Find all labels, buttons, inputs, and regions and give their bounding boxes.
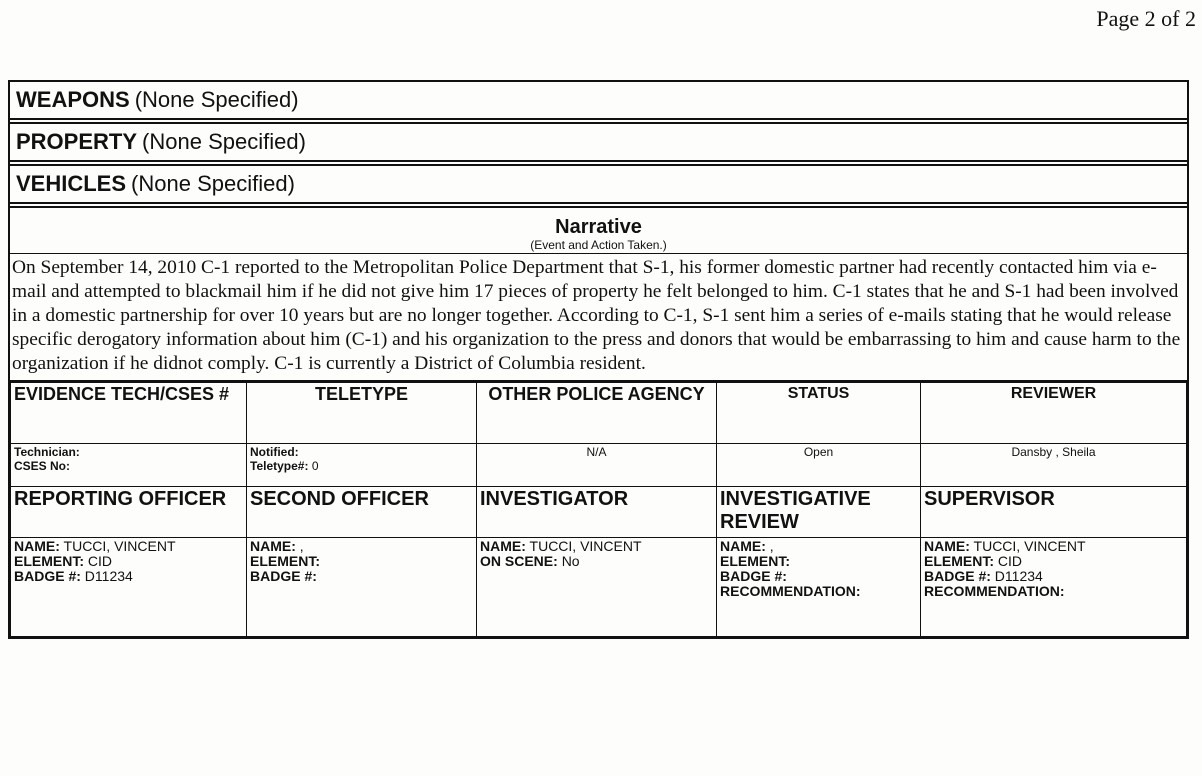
- other-agency-value: N/A: [477, 444, 717, 487]
- header-investigative-review: INVESTIGATIVE REVIEW: [717, 487, 921, 538]
- cses-label: CSES No:: [14, 459, 71, 473]
- narrative-header: [10, 208, 1187, 253]
- section-value: (None Specified): [131, 171, 295, 196]
- name-label: NAME:: [14, 538, 60, 554]
- name-value: ,: [769, 538, 774, 554]
- table-row: [11, 444, 1187, 487]
- incident-report-form: [8, 80, 1189, 639]
- property-section: [10, 124, 1187, 166]
- section-title: PROPERTY: [16, 129, 138, 154]
- name-label: NAME:: [250, 538, 296, 554]
- header-investigator: INVESTIGATOR: [477, 487, 717, 538]
- element-value: CID: [87, 553, 113, 569]
- page-number: Page 2 of 2: [1096, 6, 1196, 31]
- name-value: TUCCI, VINCENT: [973, 538, 1086, 554]
- weapons-section: [10, 82, 1187, 124]
- recommendation-label: RECOMMENDATION:: [924, 583, 1065, 599]
- narrative-title: Narrative: [555, 216, 642, 238]
- header-status: STATUS: [717, 383, 921, 444]
- name-value: TUCCI, VINCENT: [63, 538, 176, 554]
- name-label: NAME:: [924, 538, 970, 554]
- header-evidence-tech: EVIDENCE TECH/CSES #: [11, 383, 247, 444]
- second-officer-cell: [247, 538, 477, 637]
- badge-label: BADGE #:: [250, 568, 317, 584]
- header-supervisor: SUPERVISOR: [921, 487, 1187, 538]
- badge-label: BADGE #:: [14, 568, 81, 584]
- teletype-value: 0: [311, 459, 319, 473]
- recommendation-label: RECOMMENDATION:: [720, 583, 861, 599]
- vehicles-section: [10, 166, 1187, 208]
- narrative-text: On September 14, 2010 C-1 reported to the Metropolitan Police Department that S-1, his former domestic partner had recently contacted him via e-mail and attempted to blackmail him if he did not give him 17 pieces of property he felt belonged to him. C-1 states that he and S-1 had been involved in a domestic partnership for over 10 years but are no longer together. According to C-1, S-1 sent him a series of e-mails stating that he would release specific derogatory information about him (C-1) and his organization to the press and donors that would be embarrassing to him and cause harm to the organization if he didnot comply. C-1 is currently a District of Columbia resident.: [10, 253, 1187, 382]
- section-title: WEAPONS: [16, 87, 130, 112]
- evidence-tech-cell: [11, 444, 247, 487]
- officer-table: [10, 382, 1187, 637]
- header-reviewer: REVIEWER: [921, 383, 1187, 444]
- reviewer-value: Dansby , Sheila: [921, 444, 1187, 487]
- investigative-review-cell: [717, 538, 921, 637]
- table-header-row: [11, 383, 1187, 444]
- header-second-officer: SECOND OFFICER: [247, 487, 477, 538]
- header-reporting-officer: REPORTING OFFICER: [11, 487, 247, 538]
- investigator-cell: [477, 538, 717, 637]
- name-value: TUCCI, VINCENT: [529, 538, 642, 554]
- section-value: (None Specified): [142, 129, 306, 154]
- element-label: ELEMENT:: [924, 553, 994, 569]
- narrative-subtitle: (Event and Action Taken.): [530, 238, 667, 252]
- name-label: NAME:: [480, 538, 526, 554]
- badge-value: D11234: [994, 568, 1043, 584]
- technician-label: Technician:: [14, 445, 80, 459]
- table-header-row: [11, 487, 1187, 538]
- header-teletype: TELETYPE: [247, 383, 477, 444]
- name-value: ,: [299, 538, 304, 554]
- name-label: NAME:: [720, 538, 766, 554]
- header-other-agency: OTHER POLICE AGENCY: [477, 383, 717, 444]
- on-scene-label: ON SCENE:: [480, 553, 558, 569]
- element-label: ELEMENT:: [720, 553, 790, 569]
- badge-label: BADGE #:: [720, 568, 787, 584]
- teletype-cell: [247, 444, 477, 487]
- reporting-officer-cell: [11, 538, 247, 637]
- element-label: ELEMENT:: [250, 553, 320, 569]
- supervisor-cell: [921, 538, 1187, 637]
- element-label: ELEMENT:: [14, 553, 84, 569]
- teletype-label: Teletype#:: [250, 459, 309, 473]
- section-value: (None Specified): [134, 87, 299, 112]
- section-title: VEHICLES: [16, 171, 127, 196]
- badge-value: D11234: [84, 568, 133, 584]
- badge-label: BADGE #:: [924, 568, 991, 584]
- on-scene-value: No: [561, 553, 580, 569]
- table-row: [11, 538, 1187, 637]
- status-value: Open: [717, 444, 921, 487]
- notified-label: Notified:: [250, 445, 299, 459]
- element-value: CID: [997, 553, 1023, 569]
